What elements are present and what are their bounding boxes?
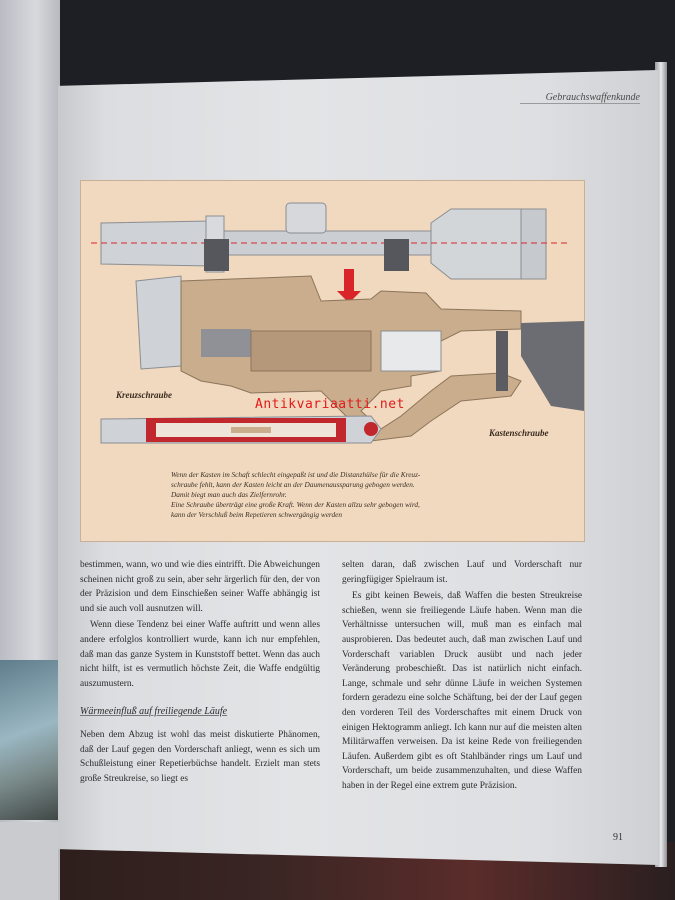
label-kastenschraube: Kastenschraube	[489, 428, 549, 438]
figure-caption	[171, 470, 571, 520]
text-column-left	[80, 558, 320, 788]
caption-line: kann der Verschluß beim Repetieren schwergängig werden	[171, 510, 343, 519]
paragraph: Wenn diese Tendenz bei einer Waffe auftritt und wenn alles andere erfolglos kontrolliert wurde, kann ich nur empfehlen, daß man das ganze System in Kunststoff bettet. Wenn das auch nicht hilft, ist es vermutlich höchste Zeit, die Waffe endgültig auszumustern.	[80, 620, 320, 689]
left-facing-page	[0, 0, 60, 900]
running-head: Gebrauchswaffenkunde	[520, 92, 640, 104]
left-page-photo	[0, 660, 58, 820]
section-heading: Wärmeeinfluß auf freiliegende Läufe	[80, 706, 228, 718]
scope-illustration	[91, 203, 571, 279]
page-number: 91	[613, 832, 623, 843]
left-page-caption-area	[0, 822, 58, 900]
rifle-diagram	[80, 180, 585, 542]
paragraph: Es gibt keinen Beweis, daß Waffen die besten Streukreise schießen, wenn sie freiliegende Läufe haben. Wenn man die Verhältnisse untersuchen will, muß man es einfach mal ausprobieren. Das bedeutet auch, daß man zwischen Lauf und Vorderschaft variablen Druck ausübt und nach jeder Veränderung probeschießt. Das ist natürlich nicht einfach. Lange, schmale und sehr dünne Läufe in weichen Systemen fordern geradezu eine solche Schäftung, bei der der Lauf gegen den vorderen Teil des Vorderschaftes mit einem Druck von einigen Hektogramm anliegt. Ich kann nur auf die meisten alten Militärwaffen verweisen. Da ist keine Rede von freiliegenden Läufen. Außerdem gibt es oft Stahlbänder rings um Lauf und Vorderschaft, um beide zusammenzuhalten, und diese Waffen haben in der Regel eine extrem gute Präzision.	[342, 591, 582, 791]
watermark: Antikvariaatti.net	[255, 397, 405, 412]
bolt-illustration	[101, 416, 381, 443]
paragraph: Neben dem Abzug ist wohl das meist diskutierte Phänomen, daß der Lauf gegen den Vorderschaft anliegt, wenn es sich um Schußleistung einer Repetierbüchse handelt. Erzielt man stets große Streukreise, so liegt es	[80, 729, 320, 784]
caption-line: Eine Schraube überträgt eine große Kraft. Wenn der Kasten allzu sehr gebogen wird,	[171, 500, 420, 509]
label-kreuzschraube: Kreuzschraube	[116, 390, 173, 400]
caption-line: Damit biegt man auch das Zielfernrohr.	[171, 490, 287, 499]
paragraph: selten daran, daß zwischen Lauf und Vorderschaft nur geringfügiger Spielraum ist.	[342, 560, 582, 585]
text-column-right	[342, 558, 582, 796]
paragraph: bestimmen, wann, wo und wie dies eintrifft. Die Abweichungen scheinen nicht groß zu sein, aber sehr ärgerlich für den, der von der Präzision und dem Einschießen seiner Waffe abhängig ist und sie auch voll ausnutzen will.	[80, 560, 320, 614]
caption-line: schraube fehlt, kann der Kasten leicht an der Daumenaussparung gebogen werden.	[171, 480, 415, 489]
caption-line: Wenn der Kasten im Schaft schlecht eingepaßt ist und die Distanzhülse für die Kreuz-	[171, 470, 421, 479]
